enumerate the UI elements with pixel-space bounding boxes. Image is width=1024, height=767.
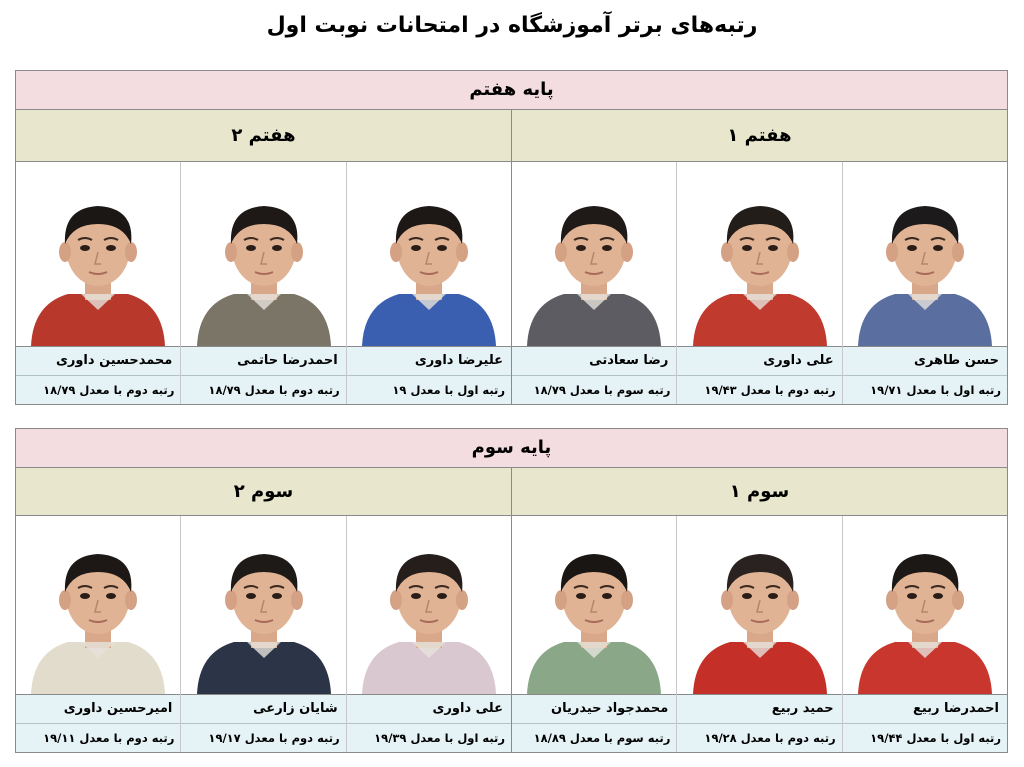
student-name: شایان زارعی xyxy=(181,695,345,724)
grade-header: پایه هفتم xyxy=(16,71,1007,110)
student-card xyxy=(347,162,511,404)
student-name: احمدرضا حاتمی xyxy=(181,347,345,376)
student-card xyxy=(677,516,842,752)
portrait-image xyxy=(354,534,504,694)
student-card xyxy=(843,162,1007,404)
class-header: سوم ۱ xyxy=(512,468,1007,516)
page-title: رتبه‌های برتر آموزشگاه در امتحانات نوبت اول xyxy=(266,13,758,38)
portrait-image xyxy=(23,534,173,694)
student-photo xyxy=(181,516,345,695)
class-header: سوم ۲ xyxy=(16,468,511,516)
student-rank: رتبه دوم با معدل ۱۸/۷۹ xyxy=(16,376,180,404)
student-name: علی داوری xyxy=(677,347,841,376)
student-photo xyxy=(181,162,345,347)
student-name: رضا سعادتی xyxy=(512,347,676,376)
portrait-image xyxy=(189,186,339,346)
student-photo xyxy=(677,162,841,347)
student-photo xyxy=(843,162,1007,347)
student-photo xyxy=(16,516,180,695)
student-row xyxy=(512,162,1007,404)
student-photo xyxy=(512,516,676,695)
student-rank: رتبه دوم با معدل ۱۹/۱۷ xyxy=(181,724,345,752)
student-name: علی داوری xyxy=(347,695,511,724)
grade-table-7 xyxy=(15,70,1008,405)
class-block-7-1 xyxy=(512,110,1007,404)
class-row xyxy=(16,110,1007,404)
student-name: حمید ربیع xyxy=(677,695,841,724)
class-header: هفتم ۲ xyxy=(16,110,511,162)
student-name: محمدحسین داوری xyxy=(16,347,180,376)
portrait-image xyxy=(519,186,669,346)
student-card xyxy=(16,516,181,752)
student-photo xyxy=(512,162,676,347)
student-rank: رتبه اول با معدل ۱۹/۷۱ xyxy=(843,376,1007,404)
class-block-3-2 xyxy=(16,468,512,752)
student-card xyxy=(347,516,511,752)
student-photo xyxy=(677,516,841,695)
student-name: حسن طاهری xyxy=(843,347,1007,376)
student-photo xyxy=(16,162,180,347)
student-rank: رتبه دوم با معدل ۱۹/۲۸ xyxy=(677,724,841,752)
student-photo xyxy=(843,516,1007,695)
class-row xyxy=(16,468,1007,752)
portrait-image xyxy=(850,534,1000,694)
student-rank: رتبه اول با معدل ۱۹/۳۹ xyxy=(347,724,511,752)
class-block-3-1 xyxy=(512,468,1007,752)
grade-header: پایه سوم xyxy=(16,429,1007,468)
portrait-image xyxy=(685,534,835,694)
student-card xyxy=(181,516,346,752)
student-card xyxy=(16,162,181,404)
student-name: علیرضا داوری xyxy=(347,347,511,376)
student-card xyxy=(512,162,677,404)
student-name: محمدجواد حیدریان xyxy=(512,695,676,724)
portrait-image xyxy=(519,534,669,694)
student-photo xyxy=(347,162,511,347)
student-photo xyxy=(347,516,511,695)
student-row xyxy=(16,162,511,404)
portrait-image xyxy=(685,186,835,346)
student-rank: رتبه دوم با معدل ۱۹/۴۳ xyxy=(677,376,841,404)
student-rank: رتبه سوم با معدل ۱۸/۸۹ xyxy=(512,724,676,752)
portrait-image xyxy=(23,186,173,346)
student-rank: رتبه اول با معدل ۱۹/۴۴ xyxy=(843,724,1007,752)
class-block-7-2 xyxy=(16,110,512,404)
portrait-image xyxy=(189,534,339,694)
grade-table-3 xyxy=(15,428,1008,753)
student-row xyxy=(512,516,1007,752)
student-rank: رتبه سوم با معدل ۱۸/۷۹ xyxy=(512,376,676,404)
student-card xyxy=(843,516,1007,752)
student-name: احمدرضا ربیع xyxy=(843,695,1007,724)
student-rank: رتبه دوم با معدل ۱۸/۷۹ xyxy=(181,376,345,404)
student-name: امیرحسین داوری xyxy=(16,695,180,724)
portrait-image xyxy=(850,186,1000,346)
student-rank: رتبه اول با معدل ۱۹ xyxy=(347,376,511,404)
class-header: هفتم ۱ xyxy=(512,110,1007,162)
student-rank: رتبه دوم با معدل ۱۹/۱۱ xyxy=(16,724,180,752)
student-card xyxy=(677,162,842,404)
portrait-image xyxy=(354,186,504,346)
student-card xyxy=(512,516,677,752)
student-row xyxy=(16,516,511,752)
student-card xyxy=(181,162,346,404)
